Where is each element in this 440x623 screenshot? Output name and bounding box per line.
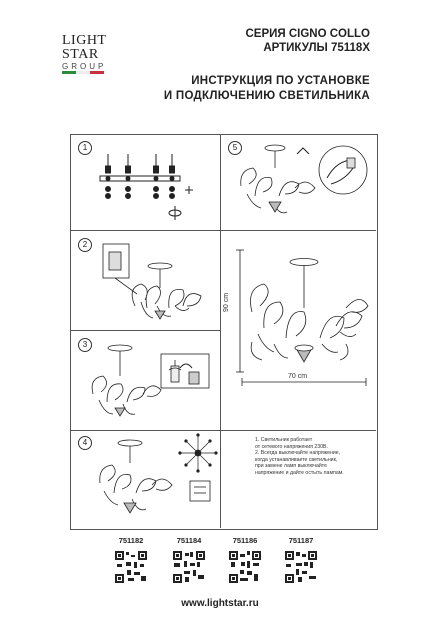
note-line-3: 2. Всегда выключайте напряжение, <box>255 450 341 457</box>
step-2-mounting-illustration <box>95 236 215 328</box>
frame-divider-row3 <box>70 430 376 431</box>
note-line-4: когда устанавливаете светильник, <box>255 456 338 463</box>
step-3-badge: 3 <box>78 338 92 352</box>
qr-code-1[interactable] <box>114 550 148 584</box>
qr-code-3[interactable] <box>228 550 262 584</box>
article-number-4: 751187 <box>288 536 314 545</box>
article-number-2: 751184 <box>176 536 202 545</box>
note-line-6: напряжение и дайте остыть лампам. <box>255 469 344 476</box>
logo-word-group: GROUP <box>62 62 107 71</box>
note-line-5: при замене ламп выключайте <box>255 463 327 470</box>
frame-divider-row2 <box>70 330 221 331</box>
step-5-badge: 5 <box>228 141 242 155</box>
logo-word-light: LIGHT <box>62 33 107 48</box>
brand-logo <box>62 34 132 102</box>
article-number-1: 751182 <box>118 536 144 545</box>
step-1-badge: 1 <box>78 141 92 155</box>
logo-word-star: STAR <box>62 47 99 62</box>
articles-title: АРТИКУЛЫ 75118X <box>263 42 370 54</box>
instruction-title-line2: И ПОДКЛЮЧЕНИЮ СВЕТИЛЬНИКА <box>163 90 370 102</box>
step-5-final-illustration <box>235 140 373 228</box>
step-3-lamp-insertion-illustration <box>85 336 217 428</box>
step-4-badge: 4 <box>78 436 92 450</box>
qr-code-4[interactable] <box>284 550 318 584</box>
website-link[interactable]: www.lightstar.ru <box>181 598 259 609</box>
frame-divider-vertical-top <box>220 134 221 230</box>
article-number-3: 751186 <box>232 536 258 545</box>
step-4-wiring-illustration <box>90 433 218 527</box>
dimension-height-label: 90 cm <box>223 292 230 312</box>
step-1-hardware-illustration <box>90 148 215 226</box>
logo-flag-bar <box>62 71 104 74</box>
frame-divider-vertical-bottom <box>220 430 221 528</box>
instruction-title-line1: ИНСТРУКЦИЯ ПО УСТАНОВКЕ <box>191 75 370 87</box>
note-line-1: 1. Светильник работает <box>255 437 313 443</box>
series-title: СЕРИЯ CIGNO COLLO <box>245 28 370 40</box>
safety-notes <box>255 437 373 477</box>
qr-code-2[interactable] <box>172 550 206 584</box>
dimension-width-label: 70 cm <box>288 373 308 380</box>
frame-divider-row1 <box>70 230 376 231</box>
note-line-2: от сетевого напряжения 230В. <box>255 443 328 450</box>
step-2-badge: 2 <box>78 238 92 252</box>
